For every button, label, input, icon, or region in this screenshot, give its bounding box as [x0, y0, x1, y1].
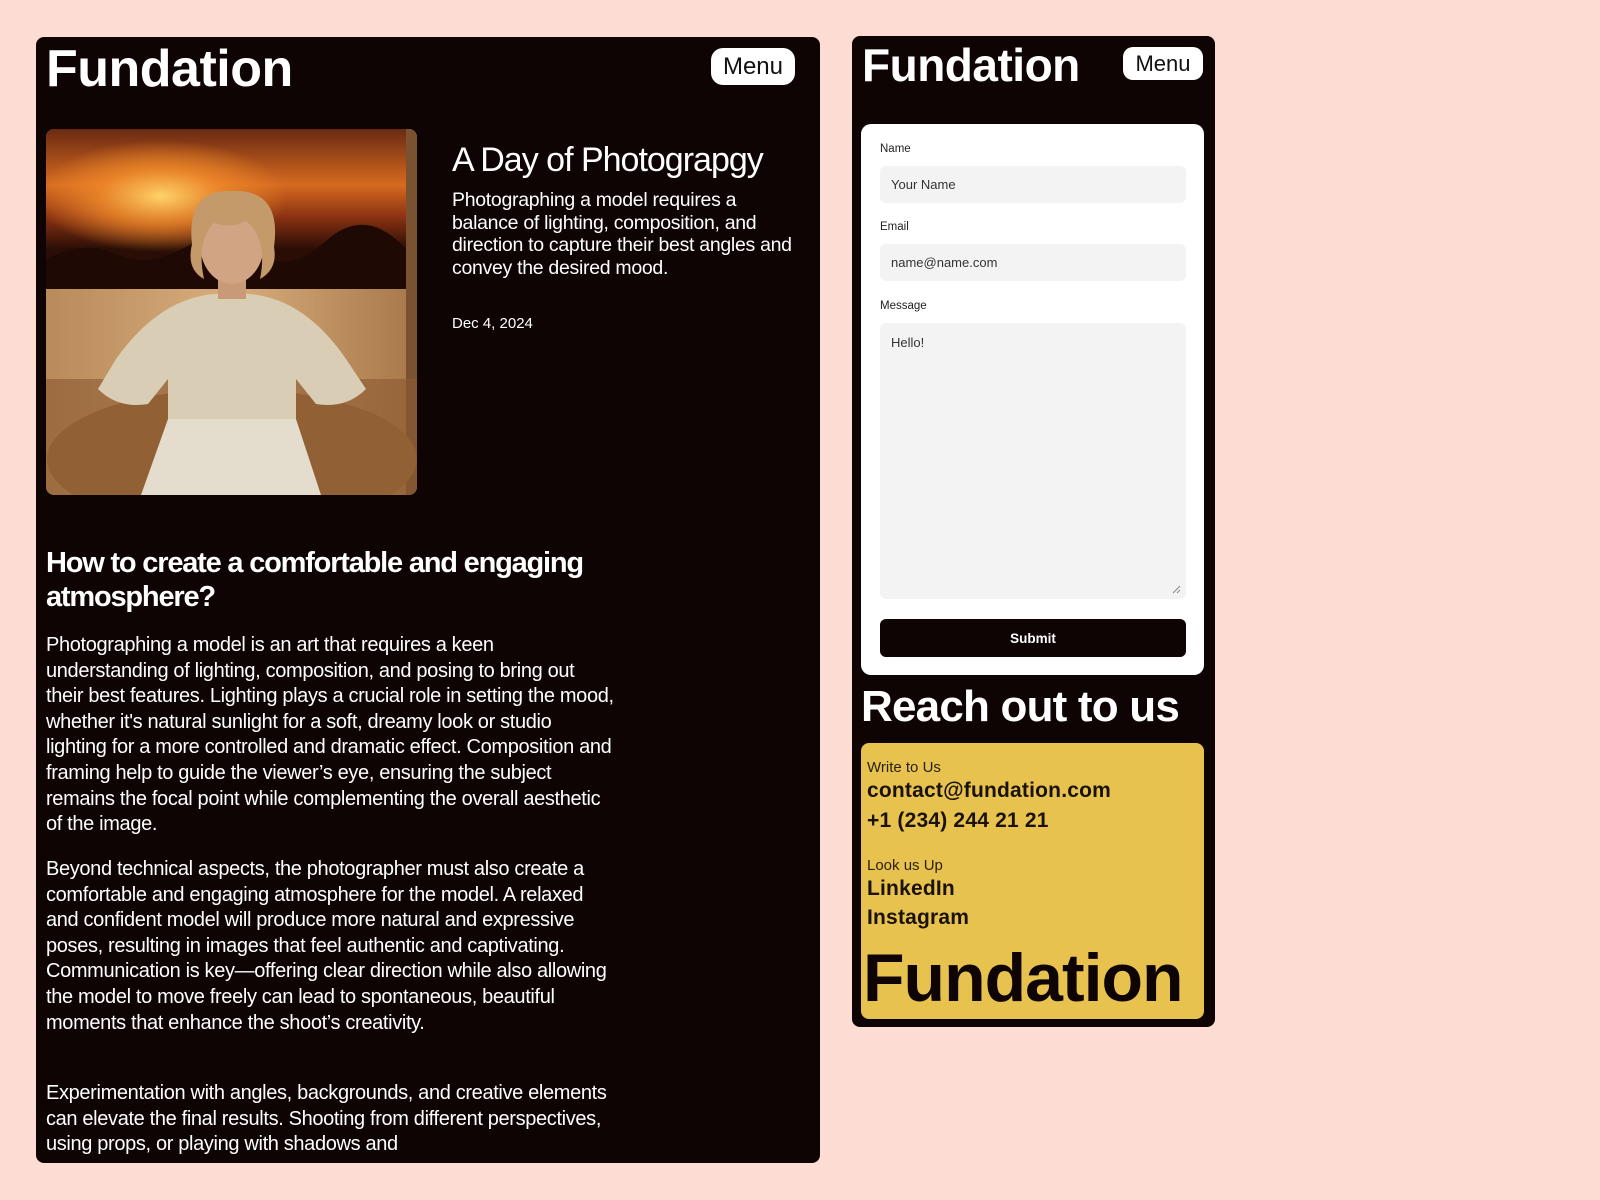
message-text: Hello!	[891, 335, 925, 350]
post-photo	[46, 129, 417, 495]
site-logo[interactable]: Fundation	[862, 39, 1080, 91]
contact-info-card	[861, 743, 1204, 1019]
blog-panel	[36, 37, 820, 1163]
message-field[interactable]	[880, 323, 1186, 599]
menu-button[interactable]: Menu	[711, 48, 795, 85]
submit-button[interactable]: Submit	[880, 619, 1186, 657]
email-field[interactable]: name@name.com	[880, 244, 1186, 281]
article-paragraph: Photographing a model is an art that requires a keen understanding of lighting, composition, and posing to bring out their best features. Lighting plays a crucial role in setting the mood, whether it's natural sunlight for a soft, dreamy look or studio lighting for a more controlled and dramatic effect. Composition and framing help to guide the viewer’s eye, ensuring the subject remains the focal point while complementing the overall aesthetic of the image.	[46, 634, 614, 836]
linkedin-link[interactable]: LinkedIn	[867, 877, 955, 900]
write-to-us-label: Write to Us	[867, 759, 941, 776]
article-paragraph: Beyond technical aspects, the photographer must also create a comfortable and engaging atmosphere for the model. A relaxed and confident model will produce more natural and expressive poses, resulting in images that feel authentic and captivating. Communication is key—offering clear direction while also allowing the model to move freely can lead to spontaneous, beautiful moments that enhance the shoot’s creativity.	[46, 858, 607, 1034]
article-paragraph: Experimentation with angles, backgrounds, and creative elements can elevate the final results. Shooting from different perspectives, using props, or playing with shadows and	[46, 1082, 607, 1156]
instagram-link[interactable]: Instagram	[867, 906, 970, 929]
reach-out-heading: Reach out to us	[861, 682, 1180, 731]
post-date: Dec 4, 2024	[452, 315, 533, 332]
article-heading: How to create a comfortable and engaging atmosphere?	[46, 547, 583, 613]
contact-panel	[852, 36, 1215, 1027]
post-title[interactable]: A Day of Photograpgy	[452, 141, 763, 179]
name-label: Name	[880, 143, 911, 155]
resize-handle-icon[interactable]	[1172, 585, 1181, 594]
menu-button[interactable]: Menu	[1123, 47, 1203, 80]
message-label: Message	[880, 300, 927, 312]
contact-form	[861, 124, 1204, 675]
footer-logo: Fundation	[863, 940, 1183, 1016]
site-logo[interactable]: Fundation	[46, 40, 293, 98]
contact-email-link[interactable]: contact@fundation.com	[867, 779, 1112, 802]
name-field[interactable]: Your Name	[880, 166, 1186, 203]
email-label: Email	[880, 221, 909, 233]
look-us-up-label: Look us Up	[867, 857, 943, 874]
contact-phone-link[interactable]: +1 (234) 244 21 21	[867, 809, 1049, 832]
post-description: Photographing a model requires a balance of lighting, composition, and direction to capture their best angles and convey the desired mood.	[452, 189, 792, 279]
photo-illustration	[46, 129, 417, 495]
